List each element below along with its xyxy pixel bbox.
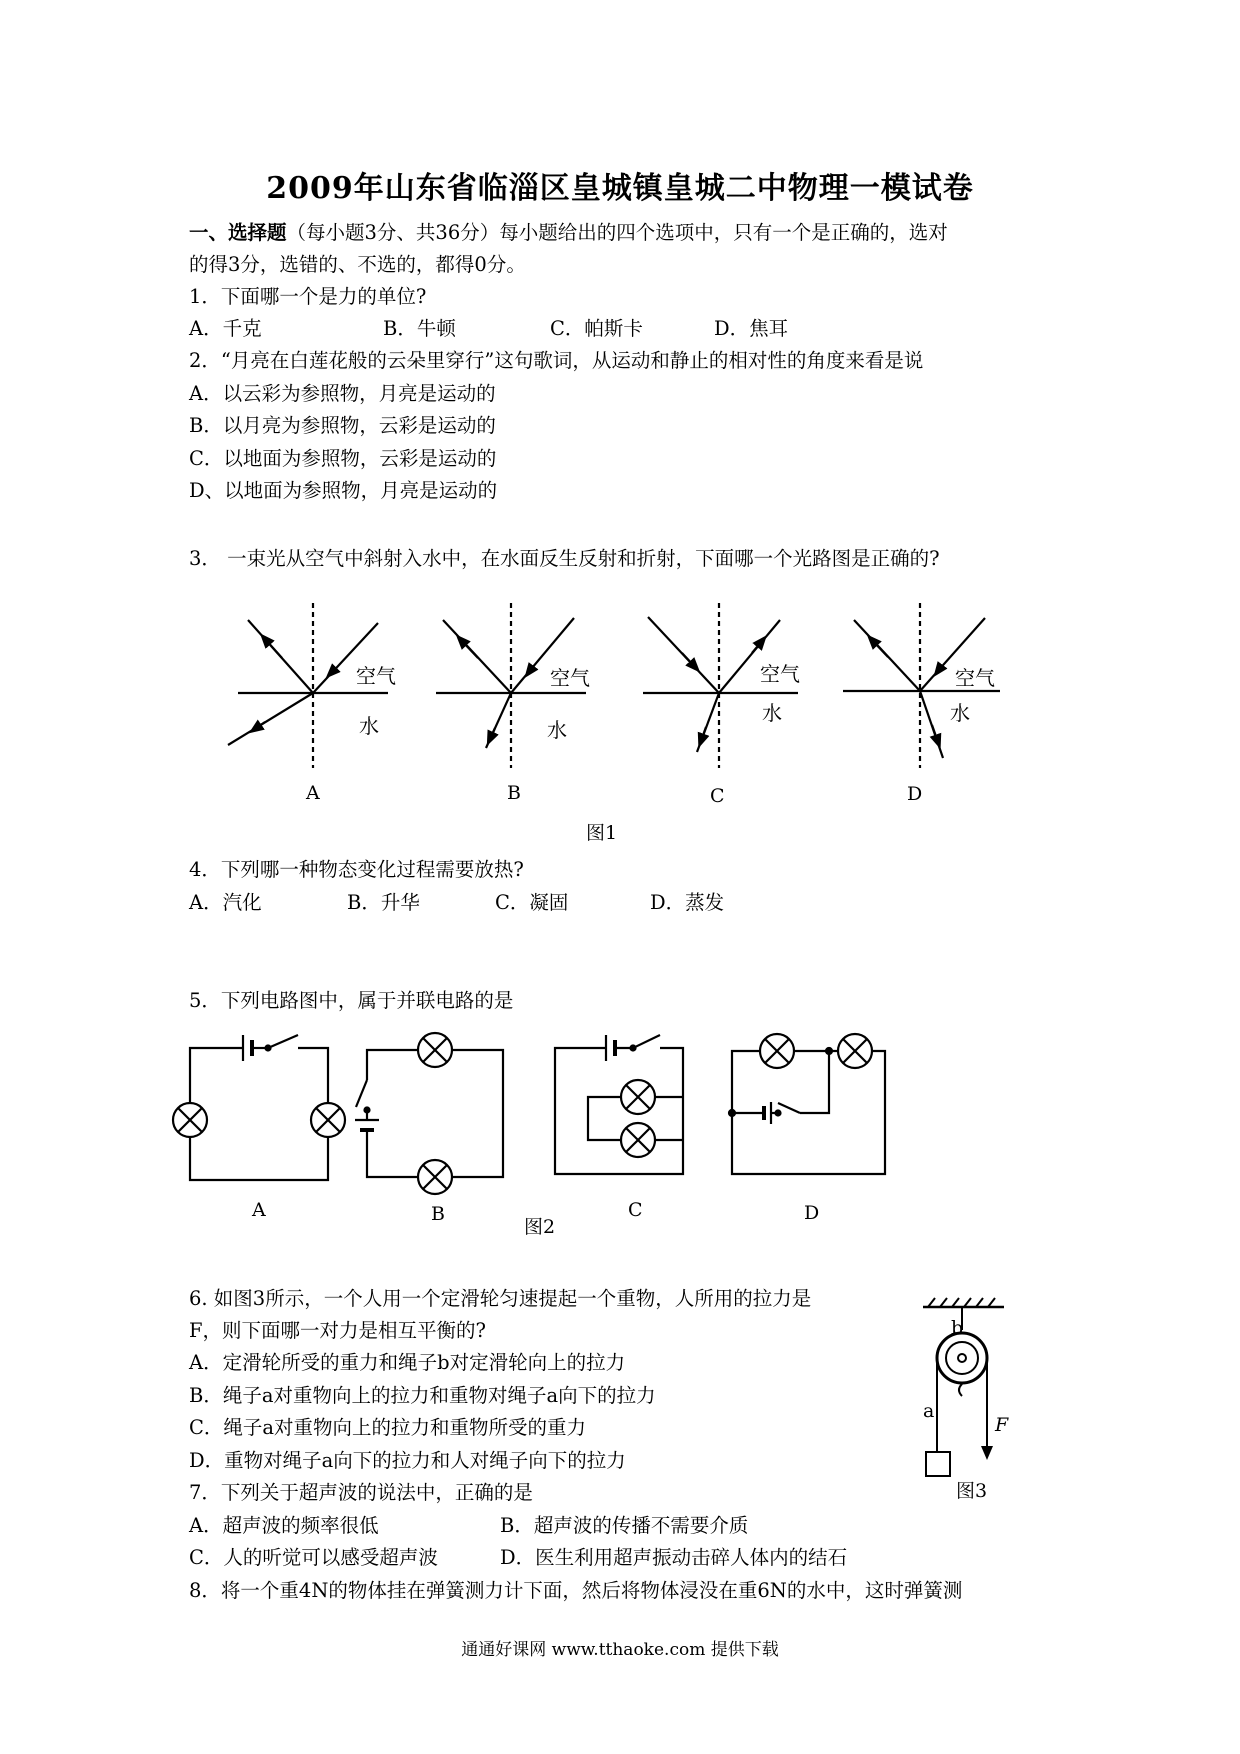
fig1-label-c: C bbox=[710, 785, 725, 807]
section-description-1: （每小题3分、共36分）每小题给出的四个选项中，只有一个是正确的，选对 bbox=[286, 221, 948, 244]
question-5-stem: 5．下列电路图中，属于并联电路的是 bbox=[189, 989, 514, 1012]
water-label-d: 水 bbox=[950, 701, 970, 725]
question-6-stem-2: F，则下面哪一对力是相互平衡的? bbox=[189, 1319, 486, 1342]
question-1-stem: 1．下面哪一个是力的单位? bbox=[189, 285, 427, 308]
question-7-option-d: D．医生利用超声振动击碎人体内的结石 bbox=[500, 1546, 848, 1569]
question-4-stem: 4．下列哪一种物态变化过程需要放热? bbox=[189, 858, 524, 881]
question-2-option-d: D、以地面为参照物，月亮是运动的 bbox=[189, 479, 498, 502]
fig1-label-b: B bbox=[507, 782, 521, 804]
question-6-option-a: A．定滑轮所受的重力和绳子b对定滑轮向上的拉力 bbox=[189, 1351, 626, 1374]
question-2-option-c: C．以地面为参照物，云彩是运动的 bbox=[189, 447, 497, 470]
question-7-option-c: C．人的听觉可以感受超声波 bbox=[189, 1546, 438, 1569]
fig2-label-c: C bbox=[628, 1199, 643, 1221]
figure-3-caption: 图3 bbox=[956, 1480, 988, 1502]
figure-2-caption: 图2 bbox=[524, 1216, 556, 1238]
fig1-label-a: A bbox=[306, 782, 320, 804]
rope-a-label: a bbox=[923, 1400, 935, 1422]
force-arrow bbox=[981, 1446, 993, 1460]
question-2-stem: 2．“月亮在白莲花般的云朵里穿行”这句歌词，从运动和静止的相对性的角度来看是说 bbox=[189, 349, 924, 372]
question-6-option-b: B．绳子a对重物向上的拉力和重物对绳子a向下的拉力 bbox=[189, 1384, 656, 1407]
question-6-stem-1: 6. 如图3所示，一个人用一个定滑轮匀速提起一个重物，人所用的拉力是 bbox=[189, 1287, 812, 1310]
rope-b-label: b bbox=[951, 1317, 964, 1339]
question-8-stem: 8．将一个重4N的物体挂在弹簧测力计下面，然后将物体浸没在重6N的水中，这时弹簧测 bbox=[189, 1579, 963, 1602]
figure-1-caption: 图1 bbox=[586, 822, 618, 844]
question-4-option-d: D．蒸发 bbox=[650, 891, 725, 914]
question-6-option-c: C．绳子a对重物向上的拉力和重物所受的重力 bbox=[189, 1416, 587, 1439]
force-f-label: F bbox=[995, 1414, 1009, 1436]
air-label-d: 空气 bbox=[955, 666, 995, 690]
fig2-label-b: B bbox=[431, 1203, 445, 1225]
air-label-b: 空气 bbox=[550, 666, 590, 690]
question-6-option-d: D．重物对绳子a向下的拉力和人对绳子向下的拉力 bbox=[189, 1449, 626, 1472]
water-label-a: 水 bbox=[359, 714, 379, 738]
page-footer: 通通好课网 www.tthaoke.com 提供下载 bbox=[461, 1640, 779, 1660]
question-7-option-a: A．超声波的频率很低 bbox=[189, 1514, 379, 1537]
page-title: 2009年山东省临淄区皇城镇皇城二中物理一模试卷 bbox=[266, 171, 974, 206]
section-description-2: 的得3分，选错的、不选的，都得0分。 bbox=[189, 253, 526, 276]
question-2-option-b: B．以月亮为参照物，云彩是运动的 bbox=[189, 414, 496, 437]
water-label-b: 水 bbox=[547, 718, 567, 742]
question-3-stem: 3． 一束光从空气中斜射入水中，在水面反生反射和折射，下面哪一个光路图是正确的? bbox=[189, 547, 940, 570]
water-label-c: 水 bbox=[762, 701, 782, 725]
question-4-option-b: B．升华 bbox=[347, 891, 420, 914]
question-1-option-a: A．千克 bbox=[189, 317, 262, 340]
fig2-label-d: D bbox=[804, 1202, 820, 1224]
question-2-option-a: A．以云彩为参照物，月亮是运动的 bbox=[189, 382, 496, 405]
section-heading: 一、选择题 bbox=[189, 221, 287, 244]
question-4-option-a: A．汽化 bbox=[189, 891, 262, 914]
air-label-c: 空气 bbox=[760, 662, 800, 686]
question-1-option-b: B．牛顿 bbox=[383, 317, 456, 340]
question-1-option-d: D．焦耳 bbox=[714, 317, 789, 340]
fig2-label-a: A bbox=[252, 1199, 266, 1221]
air-label-a: 空气 bbox=[356, 664, 396, 688]
question-1-option-c: C．帕斯卡 bbox=[550, 317, 643, 340]
question-4-option-c: C．凝固 bbox=[495, 891, 569, 914]
fig1-label-d: D bbox=[907, 783, 923, 805]
question-7-option-b: B．超声波的传播不需要介质 bbox=[500, 1514, 749, 1537]
question-7-stem: 7．下列关于超声波的说法中，正确的是 bbox=[189, 1481, 533, 1504]
